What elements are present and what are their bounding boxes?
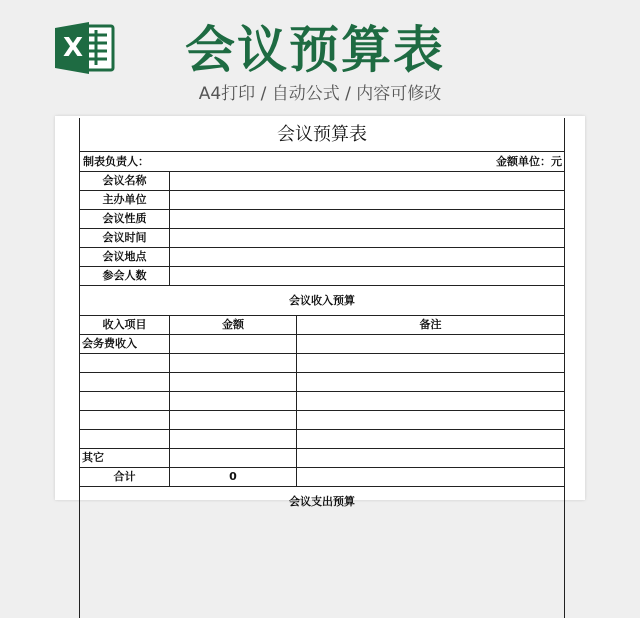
info-value[interactable] <box>170 229 564 247</box>
info-value[interactable] <box>170 248 564 266</box>
total-value: 0 <box>170 468 297 486</box>
budget-table <box>79 118 565 618</box>
excel-logo-icon <box>55 20 115 76</box>
income-section-title: 会议收入预算 <box>289 294 355 307</box>
info-label: 参会人数 <box>80 267 170 285</box>
info-label: 会议性质 <box>80 210 170 228</box>
info-value[interactable] <box>170 267 564 285</box>
sheet-title: 会议预算表 <box>277 124 367 145</box>
column-header-note: 备注 <box>419 318 442 331</box>
income-header-row <box>80 316 564 335</box>
income-amount[interactable] <box>170 449 297 467</box>
excel-logo-letter: X <box>62 33 84 63</box>
page-title: 会议预算表 <box>185 21 445 79</box>
income-item[interactable] <box>80 411 170 429</box>
table-row <box>80 373 564 392</box>
total-note[interactable] <box>297 468 564 486</box>
income-amount[interactable] <box>170 430 297 448</box>
income-section-title-row <box>80 286 564 316</box>
total-label: 合计 <box>80 468 170 486</box>
preparer-label: 制表负责人： <box>83 155 149 168</box>
expense-section-title-row <box>80 487 564 517</box>
income-item[interactable] <box>80 430 170 448</box>
income-item[interactable]: 会务费收入 <box>80 335 170 353</box>
income-item[interactable] <box>80 392 170 410</box>
info-label: 会议时间 <box>80 229 170 247</box>
info-value[interactable] <box>170 210 564 228</box>
info-row <box>80 229 564 248</box>
info-value[interactable] <box>170 172 564 190</box>
expense-section-title: 会议支出预算 <box>289 495 355 508</box>
info-row <box>80 267 564 286</box>
spreadsheet-preview <box>55 116 585 508</box>
column-header-item: 收入项目 <box>80 316 170 334</box>
table-row <box>80 430 564 449</box>
income-note[interactable] <box>297 430 564 448</box>
info-row <box>80 248 564 267</box>
preparer-row <box>80 152 564 172</box>
income-item[interactable] <box>80 354 170 372</box>
column-header-amount: 金额 <box>170 316 297 334</box>
income-amount[interactable] <box>170 373 297 391</box>
sheet-title-row <box>80 118 564 152</box>
header-banner <box>0 0 640 116</box>
income-note[interactable] <box>297 373 564 391</box>
info-value[interactable] <box>170 191 564 209</box>
income-item[interactable]: 其它 <box>80 449 170 467</box>
table-row <box>80 449 564 468</box>
income-item[interactable] <box>80 373 170 391</box>
table-row <box>80 354 564 373</box>
unit-label: 金额单位：元 <box>496 155 562 168</box>
table-row <box>80 335 564 354</box>
page-subtitle: A4打印 / 自动公式 / 内容可修改 <box>198 84 442 104</box>
info-row <box>80 210 564 229</box>
info-label: 主办单位 <box>80 191 170 209</box>
income-note[interactable] <box>297 335 564 353</box>
table-row <box>80 411 564 430</box>
income-amount[interactable] <box>170 354 297 372</box>
income-note[interactable] <box>297 354 564 372</box>
table-row <box>80 392 564 411</box>
income-note[interactable] <box>297 449 564 467</box>
income-note[interactable] <box>297 392 564 410</box>
income-amount[interactable] <box>170 411 297 429</box>
total-row <box>80 468 564 487</box>
info-label: 会议名称 <box>80 172 170 190</box>
info-row <box>80 191 564 210</box>
income-amount[interactable] <box>170 335 297 353</box>
info-row <box>80 172 564 191</box>
info-label: 会议地点 <box>80 248 170 266</box>
income-note[interactable] <box>297 411 564 429</box>
income-amount[interactable] <box>170 392 297 410</box>
